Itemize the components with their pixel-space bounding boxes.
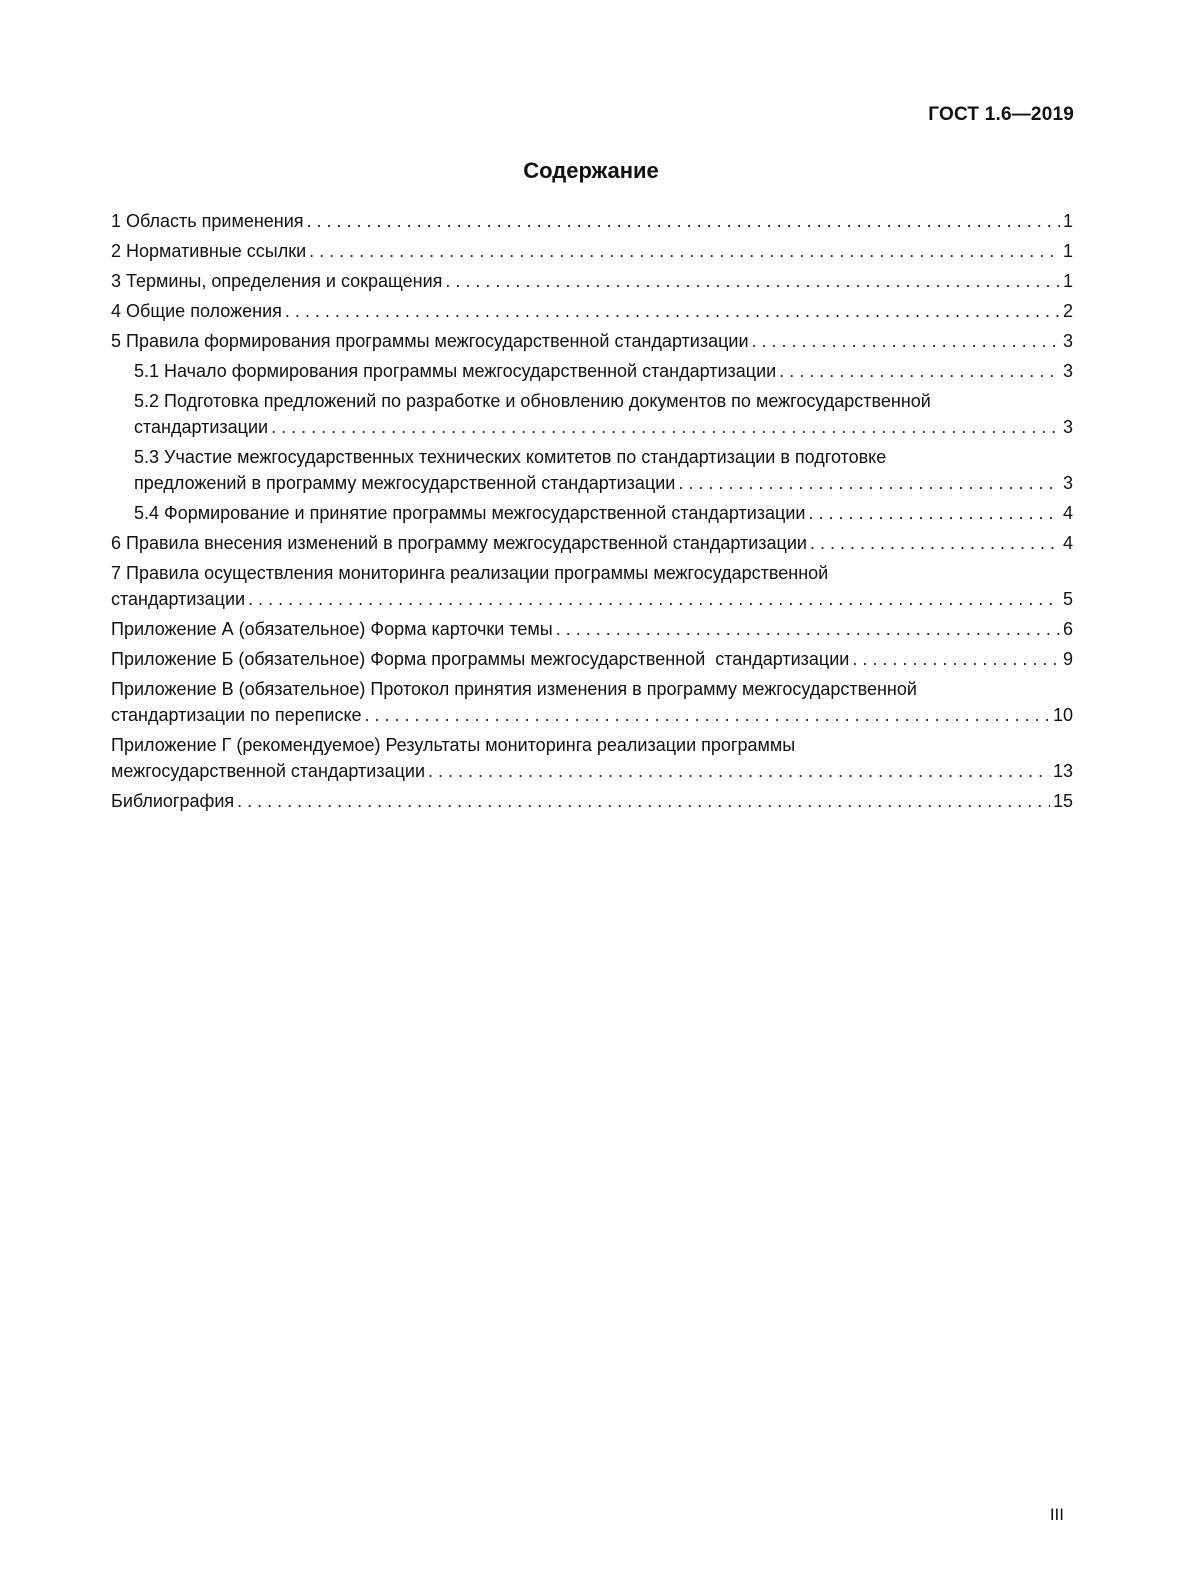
toc-entry-label: Приложение А (обязательное) Форма карточки темы [111, 619, 553, 639]
toc-subentry[interactable] [111, 444, 1073, 496]
leader-dots [271, 414, 1060, 440]
toc-entry-appendix-g[interactable] [111, 732, 1073, 784]
toc-page-number: 1 [1062, 211, 1073, 231]
leader-dots [808, 500, 1060, 526]
leader-dots [678, 470, 1060, 496]
toc-page-number: 9 [1062, 649, 1073, 669]
toc-entry-label: Библиография [111, 791, 235, 811]
toc-entry-label-first-line: 5.3 Участие межгосударственных технических комитетов по стандартизации в подготовке [134, 447, 887, 467]
toc-entry-label: 2 Нормативные ссылки [111, 241, 307, 261]
toc-entry-label: стандартизации [134, 417, 269, 437]
toc-entry-label: стандартизации по переписке [111, 705, 362, 725]
page-number: III [1049, 1505, 1064, 1524]
toc-page-number: 15 [1052, 791, 1073, 811]
toc-page-number: 5 [1062, 589, 1073, 609]
table-of-contents [111, 208, 1073, 818]
toc-page-number: 13 [1052, 761, 1073, 781]
toc-entry-label: Приложение Б (обязательное) Форма программы межгосударственной стандартизации [111, 649, 850, 669]
leader-dots [556, 616, 1060, 642]
toc-entry-label-first-line: 7 Правила осуществления мониторинга реализации программы межгосударственной [111, 563, 829, 583]
toc-entry-label: стандартизации [111, 589, 246, 609]
leader-dots [248, 586, 1060, 612]
toc-page-number: 10 [1052, 705, 1073, 725]
toc-page-number: 3 [1062, 331, 1073, 351]
toc-entry-appendix-a[interactable] [111, 616, 1073, 642]
toc-entry-label: предложений в программу межгосударственной стандартизации [134, 473, 676, 493]
leader-dots [285, 298, 1060, 324]
leader-dots [365, 702, 1050, 728]
toc-entry-label: межгосударственной стандартизации [111, 761, 425, 781]
leader-dots [810, 530, 1060, 556]
toc-entry-label: 4 Общие положения [111, 301, 282, 321]
toc-page-number: 1 [1062, 271, 1073, 291]
toc-page-number: 4 [1062, 533, 1073, 553]
page-title: Содержание [523, 158, 659, 183]
toc-page-number: 1 [1062, 241, 1073, 261]
leader-dots [237, 788, 1050, 814]
toc-entry[interactable] [111, 208, 1073, 234]
toc-entry[interactable] [111, 268, 1073, 294]
leader-dots [779, 358, 1060, 384]
leader-dots [852, 646, 1060, 672]
toc-entry-appendix-v[interactable] [111, 676, 1073, 728]
document-code: ГОСТ 1.6—2019 [928, 104, 1074, 125]
toc-subentry[interactable] [111, 358, 1073, 384]
leader-dots [309, 238, 1060, 264]
toc-entry-label: 3 Термины, определения и сокращения [111, 271, 443, 291]
toc-entry[interactable] [111, 560, 1073, 612]
toc-page-number: 3 [1062, 473, 1073, 493]
toc-page-number: 3 [1062, 417, 1073, 437]
toc-entry-bibliography[interactable] [111, 788, 1073, 814]
toc-entry-label-first-line: Приложение В (обязательное) Протокол принятия изменения в программу межгосударственной [111, 679, 917, 699]
toc-subentry[interactable] [111, 388, 1073, 440]
toc-page-number: 2 [1062, 301, 1073, 321]
toc-page-number: 3 [1062, 361, 1073, 381]
toc-entry-label: 1 Область применения [111, 211, 304, 231]
toc-page-number: 4 [1062, 503, 1073, 523]
toc-entry[interactable] [111, 298, 1073, 324]
leader-dots [307, 208, 1060, 234]
toc-entry-label: 5.4 Формирование и принятие программы межгосударственной стандартизации [134, 503, 806, 523]
toc-entry-label: 5.1 Начало формирования программы межгосударственной стандартизации [134, 361, 777, 381]
toc-entry[interactable] [111, 328, 1073, 354]
leader-dots [445, 268, 1060, 294]
leader-dots [752, 328, 1060, 354]
leader-dots [428, 758, 1050, 784]
toc-entry-label: 5 Правила формирования программы межгосударственной стандартизации [111, 331, 749, 351]
toc-entry-label-first-line: Приложение Г (рекомендуемое) Результаты мониторинга реализации программы [111, 735, 796, 755]
toc-entry[interactable] [111, 238, 1073, 264]
toc-subentry[interactable] [111, 500, 1073, 526]
toc-entry-label: 6 Правила внесения изменений в программу межгосударственной стандартизации [111, 533, 807, 553]
toc-entry-appendix-b[interactable] [111, 646, 1073, 672]
toc-entry-label-first-line: 5.2 Подготовка предложений по разработке и обновлению документов по межгосударственной [134, 391, 931, 411]
toc-page-number: 6 [1062, 619, 1073, 639]
toc-entry[interactable] [111, 530, 1073, 556]
